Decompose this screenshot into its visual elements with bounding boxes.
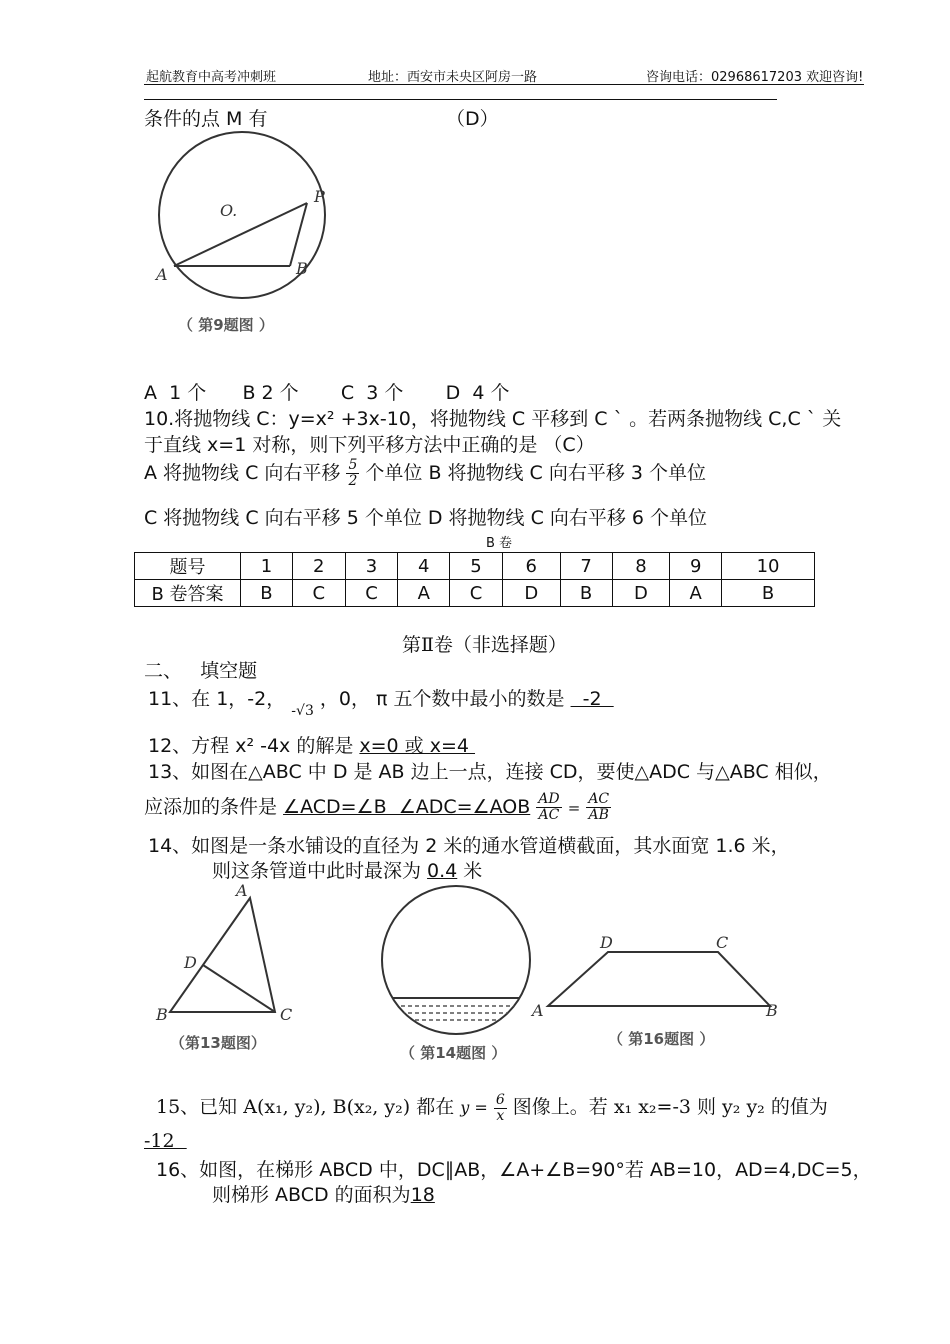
q9-caption: （ 第9题图 ） [178,316,274,334]
q10-fraction-den: 2 [348,473,358,489]
q10-option-ab [144,458,706,489]
table-number: 10 [722,553,815,580]
fig16-caption: （ 第16题图 ） [608,1030,715,1048]
q15-post: 图像上。若 x₁ x₂=-3 则 y₂ y₂ 的值为 [512,1096,828,1118]
header-address: 地址：西安市未央区阿房一路 [368,70,538,85]
q9-label-b: B [296,259,308,278]
header-rule [144,84,864,85]
header-school: 起航教育中高考冲刺班 [146,70,277,85]
q9-chord-pb [290,203,307,266]
table-number: 3 [345,553,398,580]
fig14-water [380,998,532,1020]
fig16-trapezoid [548,952,770,1006]
q15-pre: 15、已知 A(x₁, y₂), B(x₂, y₂) 都在 [156,1096,455,1118]
q16-pre: 则梯形 ABCD 的面积为 [212,1184,411,1206]
q13-fraction-1 [536,792,561,823]
table-answer: D [612,580,670,607]
table-number: 9 [670,553,722,580]
table-answer: B [241,580,293,607]
q13-line1: 13、如图在△ABC 中 D 是 AB 边上一点，连接 CD，要使△ADC 与△ABC 相似， [148,761,832,783]
table-number: 2 [292,553,345,580]
q11-answer: -2 [570,688,614,710]
q9-label-p: P [314,187,325,206]
q12-pre: 12、方程 x² -4x 的解是 [148,735,360,757]
fig16 [530,930,790,1060]
q16-line1: 16、如图，在梯形 ABCD 中，DC∥AB，∠A+∠B=90°若 AB=10，AD=4,DC=5， [156,1159,872,1181]
fig13-label-b: B [156,1005,168,1024]
table-number: 4 [398,553,450,580]
table-row-label: B 卷答案 [135,580,241,607]
q9-label-o: O. [220,201,238,220]
q9-label-a: A [156,265,168,284]
q10-fraction-num: 5 [348,457,358,473]
fig13-label-c: C [280,1005,293,1024]
q13-frac1-den: AC [538,807,560,823]
table-answer: C [292,580,345,607]
q14-answer: 0.4 [427,860,458,882]
table-header-row [135,553,815,580]
q13-line2 [144,792,611,823]
q12 [148,731,475,758]
q9-stem: 条件的点 M 有 [144,108,268,130]
q11-root: -√3 [291,703,314,719]
q14-line1: 14、如图是一条水铺设的直径为 2 米的通水管道横截面，其水面宽 1.6 米， [148,835,790,857]
table-answer: B [560,580,612,607]
answer-table [134,552,815,607]
part2-title: 第Ⅱ卷（非选择题） [402,634,567,656]
fig14 [370,880,550,1065]
q15 [156,1092,828,1124]
q10-option-cd: C 将抛物线 C 向右平移 5 个单位 D 将抛物线 C 向右平移 6 个单位 [144,507,708,529]
q14-pre: 则这条管道中此时最深为 [212,860,428,882]
q15-fraction [494,1093,507,1124]
q12-answer: x=0 或 x=4 [359,735,476,757]
fig13-segment-cd [203,965,275,1012]
table-number: 6 [502,553,560,580]
q15-answer: -12 [144,1130,187,1152]
fig16-label-c: C [716,933,729,952]
q10-fraction [346,458,359,489]
q16-line2 [212,1180,435,1207]
q14-post: 米 [457,860,483,882]
q9-figure [150,128,350,343]
fig13-label-d: D [184,953,197,972]
q15-y: y = [460,1098,488,1117]
fig13-caption: （第13题图） [170,1034,266,1052]
fig16-label-d: D [600,933,613,952]
table-number: 1 [241,553,293,580]
fig16-label-a: A [532,1001,544,1020]
q16-answer: 18 [410,1184,435,1206]
q11 [148,684,614,719]
q13-frac2-den: AB [588,807,609,823]
fig16-label-b: B [766,1001,778,1020]
q11-pre: 11、在 1，-2， [148,688,286,710]
q13-fraction-2 [586,792,611,823]
q14-line2 [212,856,482,883]
q10-line2: 于直线 x=1 对称，则下列平移方法中正确的是 （C） [144,434,595,456]
q10-option-a-post: 个单位 B 将抛物线 C 向右平移 3 个单位 [365,462,707,484]
q11-mid: ，0， π 五个数中最小的数是 [319,688,565,710]
table-answer: A [670,580,722,607]
q15-frac-num: 6 [495,1091,505,1108]
q9-chord-ap [174,203,307,266]
table-answer: C [345,580,398,607]
table-answer: C [450,580,503,607]
q13-pre: 应添加的条件是 [144,796,284,818]
q13-equals: = [567,799,581,817]
header-phone: 咨询电话：02968617203 欢迎咨询! [646,70,864,85]
header-rule-2 [144,99,777,100]
q10-line1: 10.将抛物线 C：y=x² +3x-10，将抛物线 C 平移到 C ` 。若两条抛物线 C,C ` 关 [144,408,842,430]
q13-frac1-num: AD [538,791,560,807]
table-header-label: 题号 [135,553,241,580]
table-number: 8 [612,553,670,580]
q15-frac-den: x [496,1107,505,1124]
q9-options: A 1 个 B 2 个 C 3 个 D 4 个 [144,382,510,404]
table-answer: A [398,580,450,607]
q10-option-a-pre: A 将抛物线 C 向右平移 [144,462,341,484]
table-caption: B 卷 [486,536,513,551]
table-answer-row [135,580,815,607]
q9-answer: （D） [446,108,499,130]
table-number: 7 [560,553,612,580]
table-answer: B [722,580,815,607]
fig13-label-a: A [236,881,248,900]
q13-answer: ∠ACD=∠B ∠ADC=∠AOB [283,796,531,818]
fig13 [150,880,310,1060]
fig14-caption: （ 第14题图 ） [400,1044,507,1062]
part2-section: 二、 填空题 [144,660,258,682]
table-number: 5 [450,553,503,580]
fig14-pipe [382,886,530,1034]
table-answer: D [502,580,560,607]
q13-frac2-num: AC [588,791,610,807]
